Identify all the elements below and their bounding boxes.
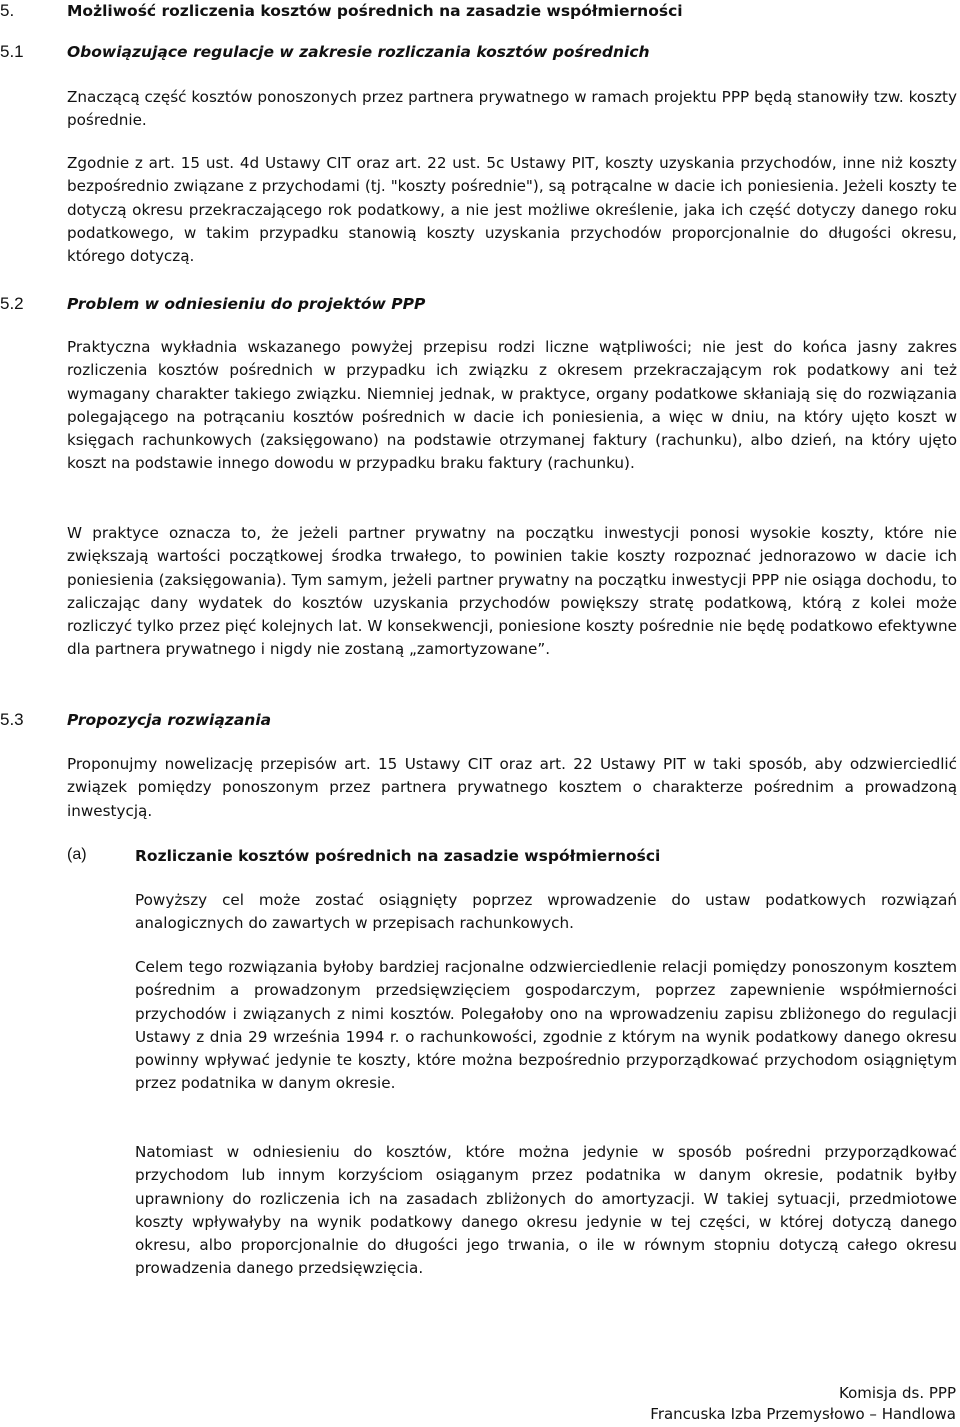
section-title: Propozycja rozwiązania bbox=[67, 711, 272, 729]
section-title: Problem w odniesieniu do projektów PPP bbox=[67, 295, 426, 313]
section-number: 5.1 bbox=[0, 42, 24, 61]
paragraph: Zgodnie z art. 15 ust. 4d Ustawy CIT oraz art. 22 ust. 5c Ustawy PIT, koszty uzyskania przychodów, inne niż koszty bezpośrednio związane z przychodami (tj. "koszty pośrednie"), są potrącalne w dacie ich poniesienia. Jeżeli koszty te dotyczą okresu przekraczającego rok podatkowy, a nie jest możliwe określenie, jaka ich część dotyczy danego roku podatkowego, w takim przypadku stanowią koszty uzyskania przychodów proporcjonalnie do długości okresu, którego dotyczą. bbox=[67, 154, 957, 266]
section-number: 5.2 bbox=[0, 294, 24, 313]
section-title: Możliwość rozliczenia kosztów pośrednich na zasadzie współmierności bbox=[67, 2, 683, 20]
section-title: Obowiązujące regulacje w zakresie rozliczania kosztów pośrednich bbox=[67, 43, 650, 61]
paragraph: Powyższy cel może zostać osiągnięty poprzez wprowadzenie do ustaw podatkowych rozwiązań analogicznych do zawartych w przepisach rachunkowych. bbox=[135, 891, 957, 933]
section-number: 5.3 bbox=[0, 710, 24, 729]
subsection-title: Rozliczanie kosztów pośrednich na zasadzie współmierności bbox=[135, 847, 661, 865]
subsection-label: (a) bbox=[67, 846, 87, 863]
footer-organization: Komisja ds. PPP bbox=[839, 1384, 956, 1402]
paragraph: Natomiast w odniesieniu do kosztów, które można jedynie w sposób pośredni przyporządkować przychodom lub innym korzyściom osiąganym przez podatnika w danym okresie, podatnik byłby uprawniony do rozliczenia ich na zasadach zbliżonych do amortyzacji. W takiej sytuacji, przedmiotowe koszty wpływałyby na wynik podatkowy danego okresu jedynie w tej części, w której dotyczą danego okresu, albo proporcjonalnie do długości jego trwania, o ile w równym stopniu dotyczą całego okresu prowadzenia danego przedsięwzięcia. bbox=[135, 1143, 957, 1278]
section-number: 5. bbox=[0, 1, 15, 20]
paragraph: Znaczącą część kosztów ponoszonych przez partnera prywatnego w ramach projektu PPP będą stanowiły tzw. koszty pośrednie. bbox=[67, 88, 957, 130]
paragraph: W praktyce oznacza to, że jeżeli partner prywatny na początku inwestycji ponosi wysokie koszty, które nie zwiększają wartości początkowej środka trwałego, to powinien takie koszty rozpoznać jednorazowo w dacie ich poniesienia (zaksięgowania). Tym samym, jeżeli partner prywatny na początku inwestycji PPP nie osiąga dochodu, to zaliczając dany wydatek do kosztów uzyskania przychodów powiększy stratę podatkową, którą z kolei może rozliczyć tylko przez pięć kolejnych lat. W konsekwencji, poniesione koszty pośrednie nie będę podatkowo efektywne dla partnera prywatnego i nigdy nie zostaną „zamortyzowane”. bbox=[67, 524, 957, 659]
paragraph: Praktyczna wykładnia wskazanego powyżej przepisu rodzi liczne wątpliwości; nie jest do końca jasny zakres rozliczenia kosztów pośrednich w przypadku ich związku z okresem przekraczającym rok podatkowy ani też wymagany charakter takiego związku. Niemniej jednak, w praktyce, organy podatkowe skłaniają się do rozwiązania polegającego na potrącaniu kosztów pośrednich w dacie ich poniesienia, a więc w dniu, na który ujęto koszt w księgach rachunkowych (zaksięgowano) na podstawie otrzymanej faktury (rachunku), albo dzień, na który ujęto koszt na podstawie innego dowodu w przypadku braku faktury (rachunku). bbox=[67, 338, 957, 473]
paragraph: Celem tego rozwiązania byłoby bardziej racjonalne odzwierciedlenie relacji pomiędzy ponoszonym kosztem pośrednim a prowadzonym przedsięwzięciem gospodarczym, poprzez zapewnienie współmierności przychodów i związanych z nimi kosztów. Polegałoby ono na wprowadzeniu zapisu zbliżonego do regulacji Ustawy z dnia 29 września 1994 r. o rachunkowości, zgodnie z którym na wynik podatkowy danego okresu powinny wpływać jedynie te koszty, które można bezpośrednio przyporządkować przychodom osiągniętym przez podatnika w danym okresie. bbox=[135, 958, 957, 1093]
footer-chamber: Francuska Izba Przemysłowo – Handlowa bbox=[650, 1405, 956, 1423]
paragraph: Proponujmy nowelizację przepisów art. 15 Ustawy CIT oraz art. 22 Ustawy PIT w taki sposób, aby odzwierciedlić związek pomiędzy ponoszonym przez partnera prywatnego kosztem o charakterze pośrednim a prowadzoną inwestycją. bbox=[67, 755, 957, 820]
